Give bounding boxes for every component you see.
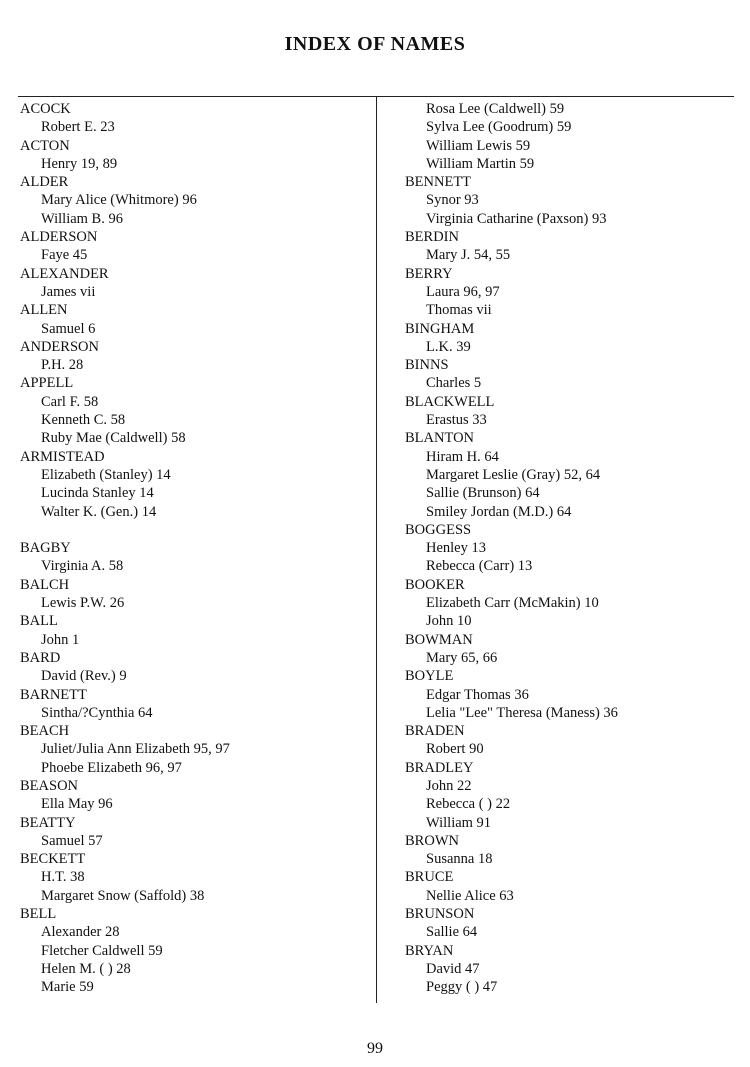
surname-heading: BEACH bbox=[20, 723, 70, 740]
given-name-entry: William B. 96 bbox=[41, 210, 123, 227]
left-index-column bbox=[20, 100, 365, 997]
surname-heading: BELL bbox=[20, 906, 57, 923]
given-name-entry: Henry 19, 89 bbox=[41, 155, 118, 172]
given-name-entry: Sallie (Brunson) 64 bbox=[426, 485, 540, 502]
given-name-entry: William 91 bbox=[426, 814, 492, 831]
section-gap bbox=[20, 521, 365, 539]
given-name-entry: Lelia "Lee" Theresa (Maness) 36 bbox=[426, 704, 618, 721]
given-name-entry: David 47 bbox=[426, 960, 480, 977]
index-entry bbox=[405, 100, 750, 173]
surname-heading: BOOKER bbox=[405, 576, 465, 593]
given-name-entry: Rosa Lee (Caldwell) 59 bbox=[426, 101, 565, 117]
index-entry bbox=[20, 722, 365, 777]
column-divider bbox=[376, 97, 377, 1003]
given-name-entry: William Martin 59 bbox=[426, 155, 535, 172]
surname-heading: ACTON bbox=[20, 137, 70, 154]
surname-heading: BRADLEY bbox=[405, 759, 474, 776]
index-entry bbox=[20, 374, 365, 447]
given-name-entry: Elizabeth (Stanley) 14 bbox=[41, 466, 171, 483]
given-name-entry: Phoebe Elizabeth 96, 97 bbox=[41, 759, 182, 776]
surname-heading: BOGGESS bbox=[405, 521, 472, 538]
given-name-entry: Mary 65, 66 bbox=[426, 649, 498, 666]
surname-heading: ALLEN bbox=[20, 302, 68, 319]
given-name-entry: Virginia A. 58 bbox=[41, 558, 124, 575]
given-name-entry: Nellie Alice 63 bbox=[426, 887, 514, 904]
given-name-entry: Peggy ( ) 47 bbox=[426, 979, 498, 996]
given-name-entry: Elizabeth Carr (McMakin) 10 bbox=[426, 595, 599, 612]
given-name-entry: Synor 93 bbox=[426, 192, 479, 209]
given-name-entry: Edgar Thomas 36 bbox=[426, 686, 529, 703]
given-name-entry: Fletcher Caldwell 59 bbox=[41, 942, 163, 959]
index-entry bbox=[405, 942, 750, 997]
given-name-entry: Faye 45 bbox=[41, 247, 88, 264]
given-name-entry: Sylva Lee (Goodrum) 59 bbox=[426, 119, 572, 136]
given-name-entry: John 1 bbox=[41, 631, 80, 648]
given-name-entry: Robert E. 23 bbox=[41, 119, 115, 136]
surname-heading: BENNETT bbox=[405, 174, 472, 191]
surname-heading: BRUCE bbox=[405, 869, 454, 886]
given-name-entry: Samuel 57 bbox=[41, 832, 103, 849]
surname-heading: BOYLE bbox=[405, 668, 454, 685]
index-entry bbox=[405, 521, 750, 576]
given-name-entry: H.T. 38 bbox=[41, 869, 85, 886]
index-entry bbox=[20, 100, 365, 137]
index-entry bbox=[405, 356, 750, 393]
given-name-entry: Hiram H. 64 bbox=[426, 448, 499, 465]
index-entry bbox=[20, 301, 365, 338]
given-name-entry: Susanna 18 bbox=[426, 851, 493, 868]
given-name-entry: Robert 90 bbox=[426, 741, 484, 758]
surname-heading: BAGBY bbox=[20, 540, 71, 557]
surname-heading: BARD bbox=[20, 649, 61, 666]
index-entry bbox=[405, 667, 750, 722]
index-entry bbox=[20, 905, 365, 996]
given-name-entry: Smiley Jordan (M.D.) 64 bbox=[426, 503, 572, 520]
index-entry bbox=[405, 173, 750, 228]
given-name-entry: Ruby Mae (Caldwell) 58 bbox=[41, 430, 186, 447]
given-name-entry: Ella May 96 bbox=[41, 796, 113, 813]
given-name-entry: James vii bbox=[41, 283, 96, 300]
index-entry bbox=[405, 429, 750, 520]
surname-heading: BECKETT bbox=[20, 851, 86, 868]
surname-heading: BINNS bbox=[405, 357, 449, 374]
surname-heading: BALCH bbox=[20, 576, 70, 593]
surname-heading: BRADEN bbox=[405, 723, 465, 740]
surname-heading: BERDIN bbox=[405, 229, 459, 246]
index-entry bbox=[405, 320, 750, 357]
index-entry bbox=[405, 868, 750, 905]
surname-heading: ARMISTEAD bbox=[20, 448, 105, 465]
index-entry bbox=[405, 722, 750, 759]
index-entry bbox=[405, 905, 750, 942]
surname-heading: BARNETT bbox=[20, 686, 87, 703]
index-entry bbox=[20, 137, 365, 174]
index-entry bbox=[20, 338, 365, 375]
index-entry bbox=[20, 265, 365, 302]
index-entry bbox=[20, 576, 365, 613]
surname-heading: BLANTON bbox=[405, 430, 475, 447]
given-name-entry: Virginia Catharine (Paxson) 93 bbox=[426, 210, 607, 227]
given-name-entry: Mary Alice (Whitmore) 96 bbox=[41, 192, 197, 209]
given-name-entry: Henley 13 bbox=[426, 540, 486, 557]
surname-heading: BLACKWELL bbox=[405, 393, 495, 410]
surname-heading: APPELL bbox=[20, 375, 74, 392]
given-name-entry: Sintha/?Cynthia 64 bbox=[41, 704, 153, 721]
page-title: INDEX OF NAMES bbox=[284, 33, 466, 55]
given-name-entry: Alexander 28 bbox=[41, 924, 120, 941]
index-entry bbox=[405, 832, 750, 869]
given-name-entry: Lewis P.W. 26 bbox=[41, 595, 125, 612]
surname-heading: BRYAN bbox=[405, 942, 454, 959]
surname-heading: ALEXANDER bbox=[20, 265, 109, 282]
index-entry bbox=[405, 576, 750, 631]
given-name-entry: David (Rev.) 9 bbox=[41, 668, 127, 685]
given-name-entry: Erastus 33 bbox=[426, 412, 487, 429]
given-name-entry: Laura 96, 97 bbox=[426, 283, 500, 300]
index-entry bbox=[20, 686, 365, 723]
surname-heading: BERRY bbox=[405, 265, 453, 282]
index-entry bbox=[405, 393, 750, 430]
given-name-entry: Walter K. (Gen.) 14 bbox=[41, 503, 157, 520]
page-number: 99 bbox=[367, 1040, 383, 1057]
index-entry bbox=[20, 777, 365, 814]
given-name-entry: Rebecca (Carr) 13 bbox=[426, 558, 533, 575]
given-name-entry: Marie 59 bbox=[41, 979, 94, 996]
index-entry bbox=[405, 759, 750, 832]
given-name-entry: Sallie 64 bbox=[426, 924, 478, 941]
surname-heading: BEATTY bbox=[20, 814, 76, 831]
surname-heading: ALDER bbox=[20, 174, 69, 191]
given-name-entry: L.K. 39 bbox=[426, 338, 471, 355]
index-entry bbox=[20, 173, 365, 228]
index-entry bbox=[20, 649, 365, 686]
given-name-entry: Margaret Snow (Saffold) 38 bbox=[41, 887, 205, 904]
given-name-entry: Lucinda Stanley 14 bbox=[41, 485, 154, 502]
index-entry bbox=[20, 814, 365, 851]
index-entry bbox=[20, 228, 365, 265]
given-name-entry: Charles 5 bbox=[426, 375, 482, 392]
given-name-entry: Mary J. 54, 55 bbox=[426, 247, 511, 264]
given-name-entry: Helen M. ( ) 28 bbox=[41, 960, 131, 977]
surname-heading: ACOCK bbox=[20, 101, 71, 117]
index-entry bbox=[20, 539, 365, 576]
surname-heading: BOWMAN bbox=[405, 631, 473, 648]
given-name-entry: John 10 bbox=[426, 613, 472, 630]
given-name-entry: Thomas vii bbox=[426, 302, 492, 319]
index-entry bbox=[20, 448, 365, 521]
index-entry bbox=[20, 612, 365, 649]
given-name-entry: P.H. 28 bbox=[41, 357, 84, 374]
given-name-entry: Samuel 6 bbox=[41, 320, 96, 337]
surname-heading: ANDERSON bbox=[20, 338, 99, 355]
surname-heading: ALDERSON bbox=[20, 229, 98, 246]
given-name-entry: Carl F. 58 bbox=[41, 393, 99, 410]
given-name-entry: John 22 bbox=[426, 777, 472, 794]
right-index-column bbox=[405, 100, 750, 997]
surname-heading: BEASON bbox=[20, 777, 79, 794]
surname-heading: BALL bbox=[20, 613, 58, 630]
given-name-entry: Rebecca ( ) 22 bbox=[426, 796, 511, 813]
given-name-entry: Margaret Leslie (Gray) 52, 64 bbox=[426, 466, 601, 483]
surname-heading: BINGHAM bbox=[405, 320, 475, 337]
index-entry bbox=[20, 850, 365, 905]
surname-heading: BROWN bbox=[405, 832, 459, 849]
index-entry bbox=[405, 228, 750, 265]
given-name-entry: William Lewis 59 bbox=[426, 137, 531, 154]
surname-heading: BRUNSON bbox=[405, 906, 475, 923]
given-name-entry: Juliet/Julia Ann Elizabeth 95, 97 bbox=[41, 741, 230, 758]
given-name-entry: Kenneth C. 58 bbox=[41, 412, 126, 429]
index-entry bbox=[405, 631, 750, 668]
index-entry bbox=[405, 265, 750, 320]
